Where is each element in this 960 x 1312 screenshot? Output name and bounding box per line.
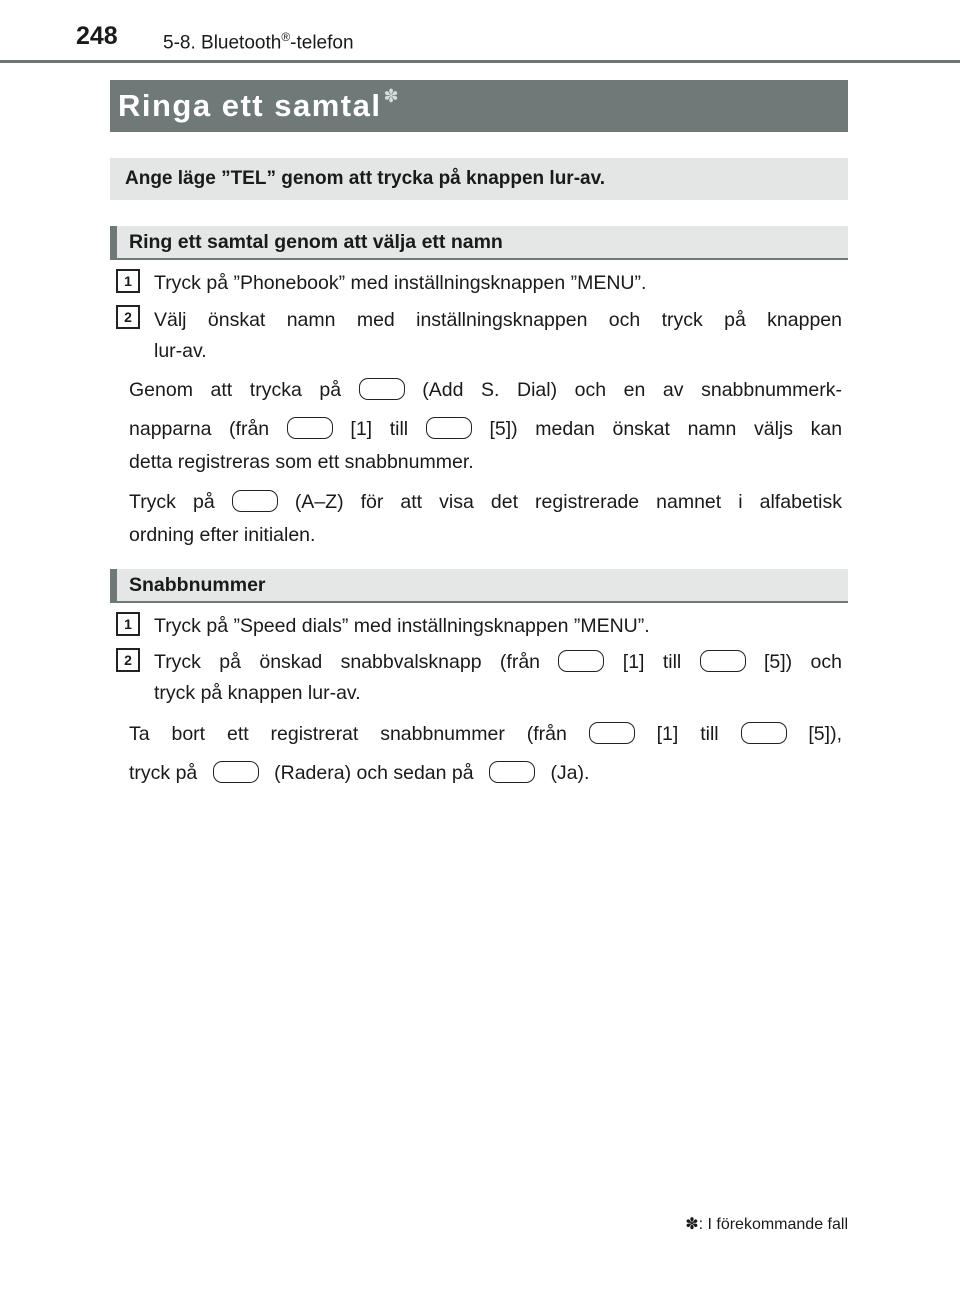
step-text: Tryck på ”Phonebook” med inställningsknappen ”MENU”.: [154, 272, 647, 294]
section-title-bar: [110, 80, 848, 132]
text-run: [5]),: [808, 723, 842, 745]
delete-button-icon: [213, 761, 259, 783]
text-run: [1] till: [656, 723, 719, 745]
step-number: 2: [116, 648, 140, 672]
chapter-name: 5-8. Bluetooth: [163, 32, 282, 54]
text-run: (A–Z) för att visa det registrerade namnet i alfabetisk: [294, 491, 843, 513]
text-run: (Ja).: [550, 762, 590, 784]
text-run: [5]) och: [764, 651, 842, 673]
speed-dial-1-button-icon: [287, 417, 333, 439]
speed-dial-1-button-icon: [589, 722, 635, 744]
text-run: Genom att trycka på: [129, 379, 342, 401]
a-z-button-icon: [232, 490, 278, 512]
step-number: 1: [116, 612, 140, 636]
registered-mark: ®: [281, 30, 291, 44]
step-text: Välj önskat namn med inställningsknappen och tryck på knappen: [154, 309, 842, 331]
text-run: (Add S. Dial) och en av snabbnummerk-: [422, 379, 842, 401]
paragraph-line: detta registreras som ett snabbnummer.: [129, 451, 474, 473]
paragraph-line: [129, 758, 589, 788]
step-number: 2: [116, 305, 140, 329]
step-text: [154, 647, 842, 677]
speed-dial-5-button-icon: [741, 722, 787, 744]
section-title: [118, 88, 400, 124]
step-text-cont: tryck på knappen lur-av.: [154, 682, 361, 704]
page-number: 248: [76, 22, 118, 50]
speed-dial-5-button-icon: [700, 650, 746, 672]
text-run: Tryck på önskad snabbvalsknapp (från: [154, 651, 541, 673]
header-rule: [0, 60, 960, 63]
intro-callout-text: Ange läge ”TEL” genom att trycka på knappen lur-av.: [125, 168, 606, 189]
text-run: [5]) medan önskat namn väljs kan: [489, 418, 843, 440]
footnote-text: : I förekommande fall: [698, 1216, 848, 1233]
speed-dial-5-button-icon: [426, 417, 472, 439]
paragraph-line: [129, 414, 842, 444]
asterisk-icon: ✽: [383, 86, 401, 106]
text-run: (Radera) och sedan på: [274, 762, 474, 784]
paragraph-line: [129, 719, 842, 749]
asterisk-icon: ✽: [685, 1216, 699, 1233]
step-text: Tryck på ”Speed dials” med inställningsknappen ”MENU”.: [154, 615, 650, 637]
step-number: 1: [116, 269, 140, 293]
section-title-text: Ringa ett samtal: [118, 88, 382, 123]
text-run: Ta bort ett registrerat snabbnummer (från: [129, 723, 567, 745]
page-header: [0, 0, 960, 64]
paragraph-line: [129, 487, 842, 517]
subheading-text: Snabbnummer: [129, 574, 266, 596]
paragraph-line: [129, 375, 842, 405]
step-text-cont: lur-av.: [154, 340, 207, 362]
text-run: [1] till: [622, 651, 682, 673]
subheading-speed-dial: [110, 569, 848, 603]
add-s-dial-button-icon: [359, 378, 405, 400]
chapter-title: [163, 30, 354, 54]
speed-dial-1-button-icon: [558, 650, 604, 672]
subheading-text: Ring ett samtal genom att välja ett namn: [129, 231, 503, 253]
text-run: [1] till: [350, 418, 409, 440]
text-run: tryck på: [129, 762, 198, 784]
paragraph-line: ordning efter initialen.: [129, 524, 316, 546]
chapter-name-tail: -telefon: [290, 32, 354, 54]
yes-button-icon: [489, 761, 535, 783]
intro-callout: [110, 158, 848, 200]
text-run: Tryck på: [129, 491, 215, 513]
subheading-select-name: [110, 226, 848, 260]
footnote: [685, 1214, 848, 1234]
text-run: napparna (från: [129, 418, 270, 440]
